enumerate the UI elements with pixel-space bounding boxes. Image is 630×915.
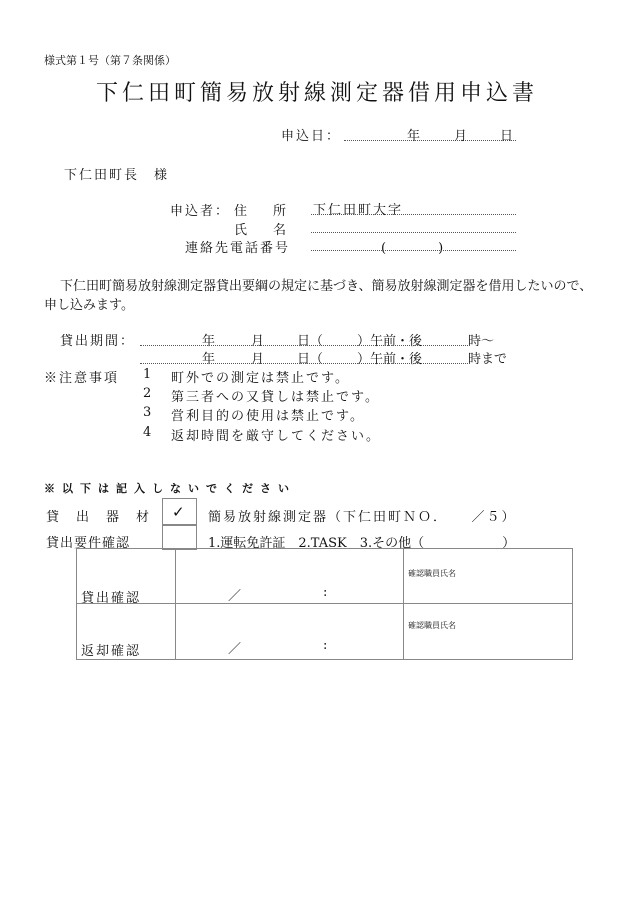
note-num-3: 3 [143, 405, 152, 420]
return-staff-label: 確認職員氏名 [408, 621, 456, 630]
equipment-label: 貸 出 器 材 [46, 510, 152, 525]
note-text-2: 第三者への又貸しは禁止です。 [171, 390, 380, 405]
phone-parens: ( ) [381, 241, 444, 256]
loan-end-hour: 時まで [468, 352, 508, 367]
application-date-month: 月 [454, 129, 468, 144]
loan-end-line [140, 363, 470, 364]
office-use-heading: ※以下は記入しないでください [44, 482, 296, 495]
application-date-year: 年 [407, 129, 421, 144]
form-number: 様式第１号（第７条関係） [44, 54, 176, 67]
name-line [311, 232, 516, 233]
loan-end-month: 月 [251, 352, 265, 367]
loan-end-ampm: ）午前・後 [357, 352, 423, 367]
loan-end-year: 年 [202, 352, 216, 367]
loan-start-hour: 時～ [468, 334, 495, 349]
equipment-description: 簡易放射線測定器（下仁田町ＮＯ． ／５） [208, 510, 517, 525]
loan-start-ampm: ）午前・後 [357, 334, 423, 349]
applicant-label: 申込者： [170, 204, 231, 219]
body-text-line2: 申し込みます。 [44, 298, 134, 313]
loan-start-month: 月 [251, 334, 265, 349]
address-line [311, 214, 516, 215]
phone-label: 連絡先電話番号 [185, 241, 291, 256]
note-num-2: 2 [143, 386, 152, 401]
loan-period-label: 貸出期間： [60, 334, 136, 349]
loan-staff-label: 確認職員氏名 [408, 569, 456, 578]
address-label: 住 所 [234, 204, 287, 219]
note-text-4: 返却時間を厳守してください。 [171, 429, 382, 444]
addressee: 下仁田町長 様 [64, 168, 170, 183]
body-text-line1: 下仁田町簡易放射線測定器貸出要綱の規定に基づき、簡易放射線測定器を借用したいので、 [60, 279, 593, 294]
phone-line [311, 250, 516, 251]
loan-confirm-colon: : [323, 585, 328, 600]
loan-confirm-label: 貸出確認 [81, 591, 142, 606]
note-num-4: 4 [143, 425, 152, 440]
notes-label: ※注意事項 [44, 371, 120, 386]
requirements-description: 1.運転免許証 2.TASK 3.その他（ ） [208, 536, 516, 551]
note-text-1: 町外での測定は禁止です。 [171, 371, 350, 386]
note-num-1: 1 [143, 367, 152, 382]
loan-confirm-slash: ／ [228, 589, 242, 604]
loan-end-day: 日（ [297, 352, 324, 367]
name-label: 氏 名 [234, 223, 287, 238]
loan-start-line [140, 345, 470, 346]
equipment-checkbox[interactable] [162, 498, 197, 526]
page-title: 下仁田町簡易放射線測定器借用申込書 [96, 81, 539, 106]
return-confirm-slash: ／ [228, 642, 242, 657]
return-confirm-colon: : [323, 638, 328, 653]
application-date-line [344, 140, 516, 141]
loan-start-day: 日（ [297, 334, 324, 349]
address-value: 下仁田町大字 [313, 203, 404, 218]
requirements-label: 貸出要件確認 [46, 536, 131, 551]
application-date-day: 日 [500, 129, 514, 144]
checkmark-icon: ✓ [172, 503, 185, 521]
note-text-3: 営利目的の使用は禁止です。 [171, 409, 365, 424]
application-date-label: 申込日： [281, 129, 342, 144]
requirements-box[interactable] [162, 524, 197, 550]
loan-start-year: 年 [202, 334, 216, 349]
return-confirm-label: 返却確認 [81, 644, 142, 659]
